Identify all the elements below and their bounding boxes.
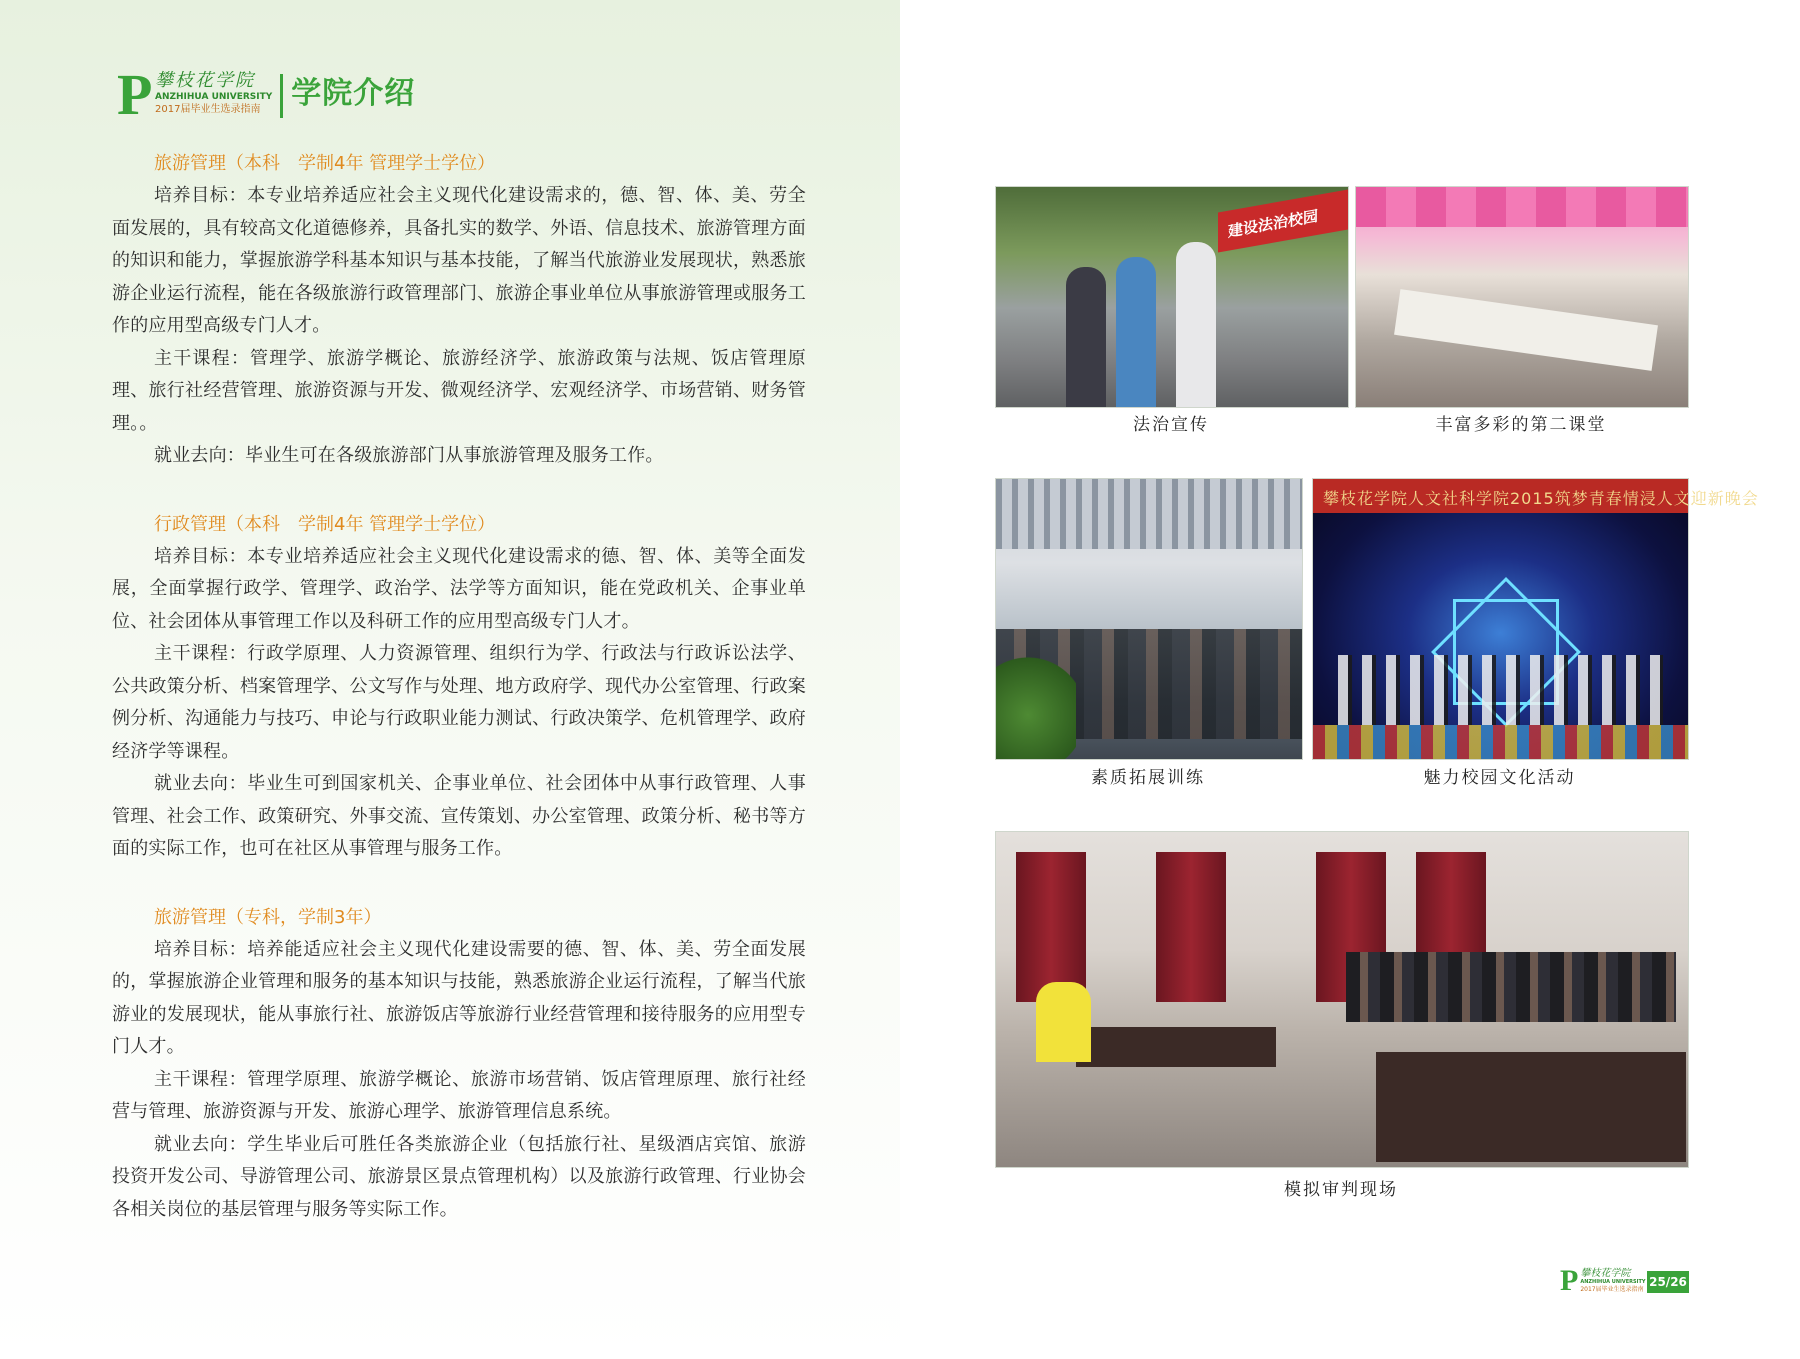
logo-text [155,70,272,117]
photo-banner-text: 建设法治校园 [1228,206,1319,241]
photo-person [1066,267,1106,407]
photo-table [1394,289,1658,371]
footer-logo-subtitle: 2017届毕业生选录指南 [1580,1286,1644,1293]
photo-law-promotion [995,186,1349,408]
photo-ceiling [996,479,1302,549]
program-employment: 就业去向：毕业生可到国家机关、企事业单位、社会团体中从事行政管理、人事管理、社会工作、政策研究、外事交流、宣传策划、办公室管理、政策分析、秘书等方面的实际工作，也可在社区从事管理与服务工作。 [112,773,806,859]
logo-divider [280,74,283,118]
program-list [112,148,806,1262]
photo-quality-training [995,478,1303,760]
section-title: 学院介绍 [291,76,416,111]
logo-english-name: ANZHIHUA UNIVERSITY [155,92,273,102]
footer-logo-chinese-name: 攀枝花学院 [1580,1268,1631,1279]
program-goal: 培养目标：本专业培养适应社会主义现代化建设需求的德、智、体、美等全面发展，全面掌握行政学、管理学、政治学、法学等方面知识，能在党政机关、企事业单位、社会团体从事管理工作以及科研工作的应用型高级专门人才。 [112,545,806,632]
footer-logo [1560,1264,1646,1297]
photo-banner [1218,190,1348,253]
footer-logo-text [1580,1268,1645,1294]
program-title: 旅游管理（本科 学制4年 管理学士学位） [154,153,496,174]
program-title: 旅游管理（专科，学制3年） [154,906,382,928]
caption-mock-trial: 模拟审判现场 [1284,1180,1398,1200]
program-tourism-college [112,902,806,1227]
photo-person [1176,242,1216,407]
logo-subtitle: 2017届毕业生选录指南 [155,104,261,115]
program-public-admin [112,509,806,866]
photo-plant [996,649,1076,759]
photo-campus-culture [1312,478,1759,760]
caption-campus-culture: 魅力校园文化活动 [1423,768,1576,788]
photo-curtain [1016,852,1086,1002]
footer-logo-letter: P [1560,1264,1579,1297]
program-courses: 主干课程：管理学、旅游学概论、旅游经济学、旅游政策与法规、饭店管理原理、旅行社经营管理、旅游资源与开发、微观经济学、宏观经济学、市场营销、财务管理。。 [112,347,806,434]
photo-desk [1076,1027,1276,1067]
photo-stage-floor [1313,725,1688,759]
photo-banner [1313,479,1759,513]
program-goal: 培养目标：本专业培养适应社会主义现代化建设需求的，德、智、体、美、劳全面发展的，具有较高文化道德修养，具备扎实的数学、外语、信息技术、旅游管理方面的知识和能力，掌握旅游学科基本知识与基本技能，了解当代旅游业发展现状，熟悉旅游企业运行流程，能在各级旅游行政管理部门、旅游企事业单位从事旅游管理或服务工作的应用型高级专门人才。 [112,185,806,336]
footer-logo-english-name: ANZHIHUA UNIVERSITY [1580,1279,1646,1285]
program-goal: 培养目标：培养能适应社会主义现代化建设需要的德、智、体、美、劳全面发展的，掌握旅游企业管理和服务的基本知识与技能，熟悉旅游企业运行流程，了解当代旅游业的发展现状，能从事旅行社、旅游饭店等旅游行业经营管理和接待服务的应用型专门人才。 [112,938,806,1057]
photo-second-classroom [1355,186,1689,408]
program-courses: 主干课程：行政学原理、人力资源管理、组织行为学、行政法与行政诉讼法学、公共政策分析、档案管理学、公文写作与处理、地方政府学、现代办公室管理、行政案例分析、沟通能力与技巧、申论与行政职业能力测试、行政决策学、危机管理学、政府经济学等课程。 [112,643,806,762]
photo-audience [1346,952,1676,1022]
program-employment: 就业去向：学生毕业后可胜任各类旅游企业（包括旅行社、星级酒店宾馆、旅游投资开发公司、导游管理公司、旅游景区景点管理机构）以及旅游行政管理、行业协会各相关岗位的基层管理与服务等实际工作。 [112,1133,806,1220]
photo-person [1116,257,1156,407]
header-logo [117,62,416,127]
page-number: 25/26 [1647,1271,1689,1293]
photo-desk [1376,1052,1686,1162]
program-title: 行政管理（本科 学制4年 管理学士学位） [154,513,496,535]
photo-person [1036,982,1091,1062]
program-tourism-undergrad [112,148,806,473]
photo-tent [1356,187,1688,227]
caption-law-promotion: 法治宣传 [1133,415,1209,435]
program-employment: 就业去向：毕业生可在各级旅游部门从事旅游管理及服务工作。 [154,445,664,466]
caption-quality-training: 素质拓展训练 [1091,768,1205,788]
program-courses: 主干课程：管理学原理、旅游学概论、旅游市场营销、饭店管理原理、旅行社经营与管理、旅游资源与开发、旅游心理学、旅游管理信息系统。 [112,1068,806,1122]
photo-mock-trial [995,831,1689,1168]
photo-banner-text: 攀枝花学院人文社科学院2015筑梦青春情浸人文迎新晚会 [1323,489,1759,508]
caption-second-classroom: 丰富多彩的第二课堂 [1435,415,1607,435]
photo-curtain [1156,852,1226,1002]
logo-letter: P [117,62,153,127]
logo-chinese-name: 攀枝花学院 [155,70,255,91]
photo-performers [1338,655,1663,725]
